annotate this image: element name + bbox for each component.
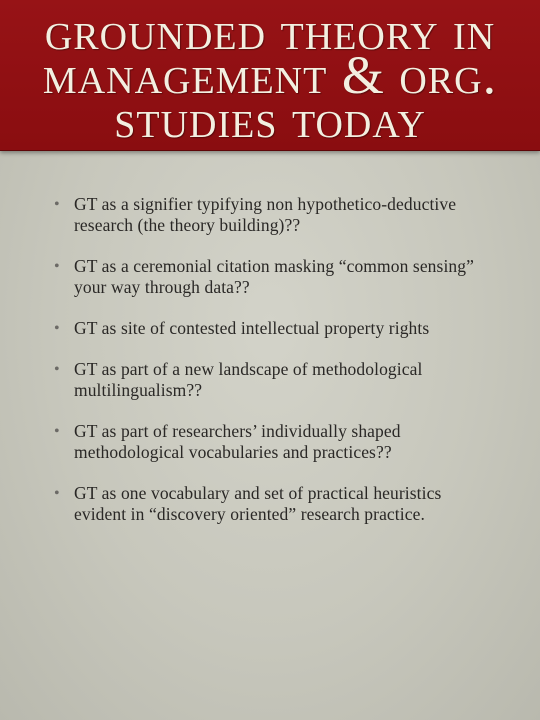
bullet-item: [54, 483, 494, 525]
bullet-marker: •: [54, 320, 60, 337]
slide-title: [10, 1, 530, 149]
bullet-marker: •: [54, 423, 60, 440]
bullet-marker: •: [54, 485, 60, 502]
title-line-3: studies today: [114, 89, 426, 149]
bullet-text: GT as one vocabulary and set of practical heuristics evident in “discovery oriented” research practice.: [74, 483, 442, 524]
bullet-text: GT as site of contested intellectual property rights: [74, 318, 430, 338]
bullet-item: [54, 359, 494, 401]
title-line-2: management & org.: [42, 45, 498, 105]
bullet-marker: •: [54, 361, 60, 378]
bullet-item: [54, 318, 494, 339]
bullet-text: GT as a ceremonial citation masking “common sensing” your way through data??: [74, 256, 474, 297]
bullet-item: [54, 421, 494, 463]
bullet-text: GT as part of researchers’ individually shaped methodological vocabularies and practices??: [74, 421, 401, 462]
bullet-text: GT as a signifier typifying non hypothetico-deductive research (the theory building)??: [74, 194, 457, 235]
bullet-list: [54, 194, 494, 545]
bullet-marker: •: [54, 258, 60, 275]
title-band: [0, 0, 540, 151]
title-line-1: grounded theory in: [44, 1, 496, 61]
bullet-item: [54, 194, 494, 236]
bullet-item: [54, 256, 494, 298]
bullet-text: GT as part of a new landscape of methodological multilingualism??: [74, 359, 423, 400]
bullet-marker: •: [54, 196, 60, 213]
